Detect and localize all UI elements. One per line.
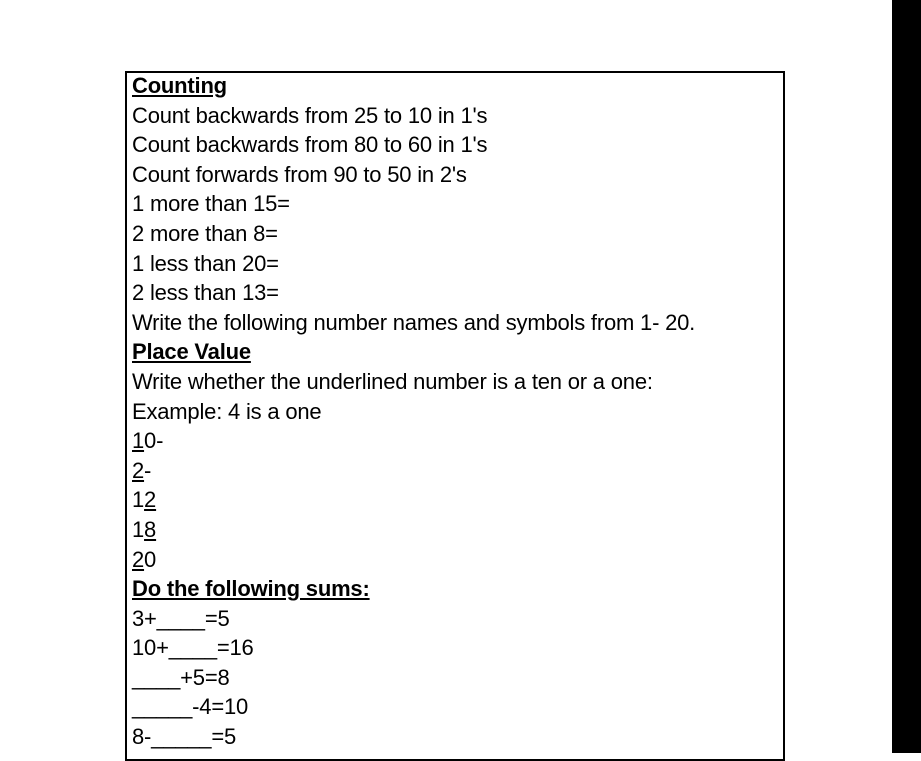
right-edge-bar (892, 0, 921, 753)
place-value-item (132, 456, 695, 486)
counting-item: 2 less than 13= (132, 280, 279, 306)
place-value-item (132, 515, 695, 545)
counting-item: 1 less than 20= (132, 250, 279, 276)
counting-item: Write the following number names and symbols from 1- 20. (132, 309, 696, 335)
example-digit: 4 (228, 398, 241, 424)
counting-item: 2 more than 8= (132, 220, 278, 246)
item-rest: - (144, 457, 152, 483)
place-value-heading: Place Value (132, 339, 251, 365)
underlined-digit: 2 (144, 487, 157, 513)
counting-heading: Counting (132, 73, 227, 98)
item-rest: 0 (144, 546, 157, 572)
place-value-example (132, 397, 695, 427)
worksheet-content (132, 71, 695, 752)
counting-item: Count backwards from 25 to 10 in 1's (132, 102, 488, 128)
place-value-item (132, 485, 695, 515)
place-value-item (132, 426, 695, 456)
sum-item: 3+____=5 (132, 605, 230, 631)
counting-item: 1 more than 15= (132, 191, 290, 217)
item-plain: 1 (132, 516, 145, 542)
place-value-item (132, 545, 695, 575)
example-prefix: Example: (132, 398, 229, 424)
underlined-digit: 8 (144, 516, 157, 542)
counting-item: Count forwards from 90 to 50 in 2's (132, 161, 467, 187)
sum-item: 8-_____=5 (132, 724, 237, 750)
item-plain: 1 (132, 487, 145, 513)
place-value-instruction: Write whether the underlined number is a ten or a one: (132, 368, 653, 394)
sum-item: _____-4=10 (132, 694, 249, 720)
sum-item: ____+5=8 (132, 664, 230, 690)
underlined-digit: 2 (132, 457, 145, 483)
item-rest: 0- (144, 428, 164, 454)
sums-heading: Do the following sums: (132, 576, 370, 602)
example-suffix: is a one (240, 398, 322, 424)
underlined-digit: 1 (132, 428, 145, 454)
counting-item: Count backwards from 80 to 60 in 1's (132, 132, 488, 158)
sum-item: 10+____=16 (132, 635, 254, 661)
underlined-digit: 2 (132, 546, 145, 572)
